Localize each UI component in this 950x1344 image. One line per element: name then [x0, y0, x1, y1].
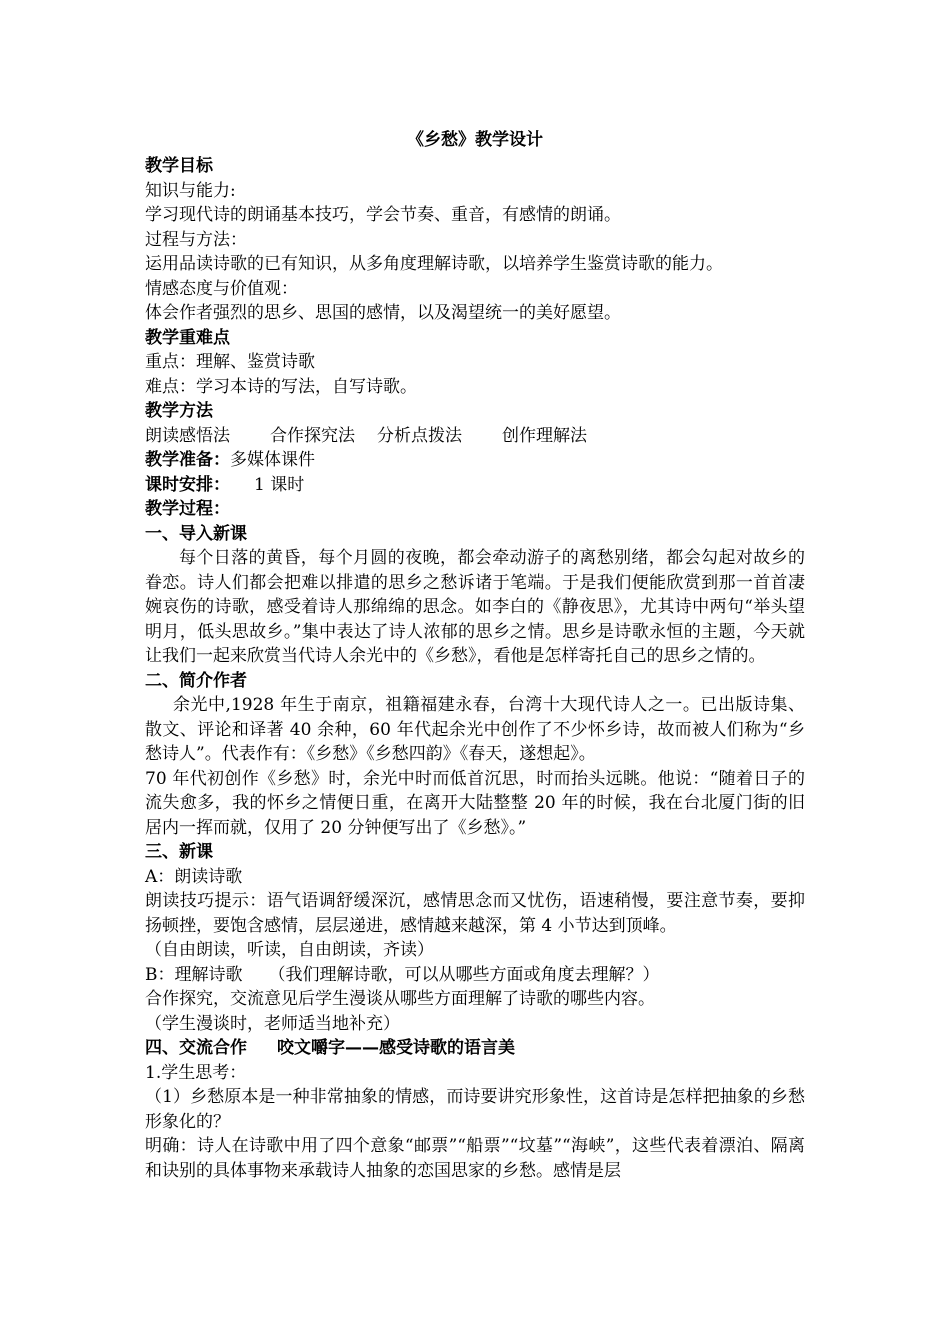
section1-heading: 一、导入新课 [145, 523, 247, 544]
method-item: 合作探究法 [270, 425, 355, 446]
methods-heading: 教学方法 [145, 401, 213, 421]
key-point: 重点：理解、鉴赏诗歌 [145, 352, 315, 372]
read-poem-label: A：朗读诗歌 [145, 866, 243, 887]
knowledge-text: 学习现代诗的朗诵基本技巧，学会节奏、重音，有感情的朗诵。 [145, 205, 621, 225]
process-label: 过程与方法： [145, 229, 247, 250]
method-item: 朗读感悟法 [145, 425, 230, 446]
section1-paragraph: 每个日落的黄昏，每个月圆的夜晚，都会牵动游子的离愁别绪，都会勾起对故乡的眷恋。诗人们都会把难以排遣的思乡之愁诉诸于笔端。于是我们便能欣赏到那一首首凄婉哀伤的诗歌，感受着诗人那绵绵的思念。如李白的《静夜思》，尤其诗中两句“举头望明月，低头思故乡。”集中表达了诗人浓郁的思乡之情。思乡是诗歌永恒的主题，今天就让我们一起来欣赏当代诗人余光中的《乡愁》，看他是怎样寄托自己的思乡之情的。 [145, 548, 805, 666]
key-points-heading: 教学重难点 [145, 327, 230, 348]
student-think-label: 1.学生思考： [145, 1062, 247, 1083]
process-heading: 教学过程： [145, 499, 230, 519]
preparation-line [145, 448, 805, 473]
understand-poem-line [145, 963, 805, 988]
section4-heading-line [145, 1036, 805, 1061]
method-item: 分析点拨法 [377, 425, 462, 446]
process-text: 运用品读诗歌的已有知识，从多角度理解诗歌，以培养学生鉴赏诗歌的能力。 [145, 254, 723, 274]
reading-note: （自由朗读，听读，自由朗读，齐读） [145, 940, 434, 960]
schedule-line [145, 473, 805, 498]
section4-heading: 四、交流合作 [145, 1038, 247, 1058]
preparation-label: 教学准备： [145, 450, 230, 470]
understand-poem-label: B：理解诗歌 [145, 964, 243, 985]
section3-heading: 三、新课 [145, 842, 213, 862]
document-page [145, 127, 805, 1183]
preparation-value: 多媒体课件 [230, 450, 315, 470]
reading-tips: 朗读技巧提示：语气语调舒缓深沉，感情思念而又忧伤，语速稍慢，要注意节奏，要抑扬顿挫，要饱含感情，层层递进，感情越来越深，第 4 小节达到顶峰。 [145, 891, 805, 936]
section2-heading: 二、简介作者 [145, 670, 247, 691]
attitude-text: 体会作者强烈的思乡、思国的感情，以及渴望统一的美好愿望。 [145, 303, 621, 323]
objectives-heading: 教学目标 [145, 156, 213, 176]
schedule-label: 课时安排： [145, 474, 230, 495]
teacher-note: （学生漫谈时，老师适当地补充） [145, 1013, 400, 1034]
section2-paragraph1: 余光中,1928 年生于南京，祖籍福建永春，台湾十大现代诗人之一。已出版诗集、散文、评论和译著 40 余种，60 年代起余光中创作了不少怀乡诗，故而被人们称为“乡愁诗人”。代表作有：《乡愁》《乡愁四韵》《春天，遂想起》。 [145, 695, 805, 764]
answer-1: 明确：诗人在诗歌中用了四个意象“邮票”“船票”“坟墓”“海峡”，这些代表着漂泊、隔离和诀别的具体事物来承载诗人抽象的恋国思家的乡愁。感情是层 [145, 1136, 805, 1181]
question-1: （1）乡愁原本是一种非常抽象的情感，而诗要讲究形象性，这首诗是怎样把抽象的乡愁形象化的？ [145, 1087, 805, 1132]
section4-subheading: 咬文嚼字——感受诗歌的语言美 [277, 1038, 515, 1058]
cooperation-text: 合作探究，交流意见后学生漫谈从哪些方面理解了诗歌的哪些内容。 [145, 989, 655, 1009]
method-item: 创作理解法 [502, 425, 587, 446]
section2-paragraph2: 70 年代初创作《乡愁》时，余光中时而低首沉思，时而抬头远眺。他说：“随着日子的流失愈多，我的怀乡之情便日重，在离开大陆整整 20 年的时候，我在台北厦门街的旧居内一挥而就，仅用了 20 分钟便写出了《乡愁》。” [145, 768, 805, 838]
methods-list [145, 424, 805, 449]
difficult-point: 难点：学习本诗的写法，自写诗歌。 [145, 376, 417, 397]
document-title: 《乡愁》教学设计 [407, 130, 543, 150]
schedule-value: 1 课时 [254, 474, 305, 495]
understand-question: （我们理解诗歌，可以从哪些方面或角度去理解？） [268, 964, 660, 985]
knowledge-label: 知识与能力: [145, 180, 236, 201]
attitude-label: 情感态度与价值观： [145, 278, 298, 299]
